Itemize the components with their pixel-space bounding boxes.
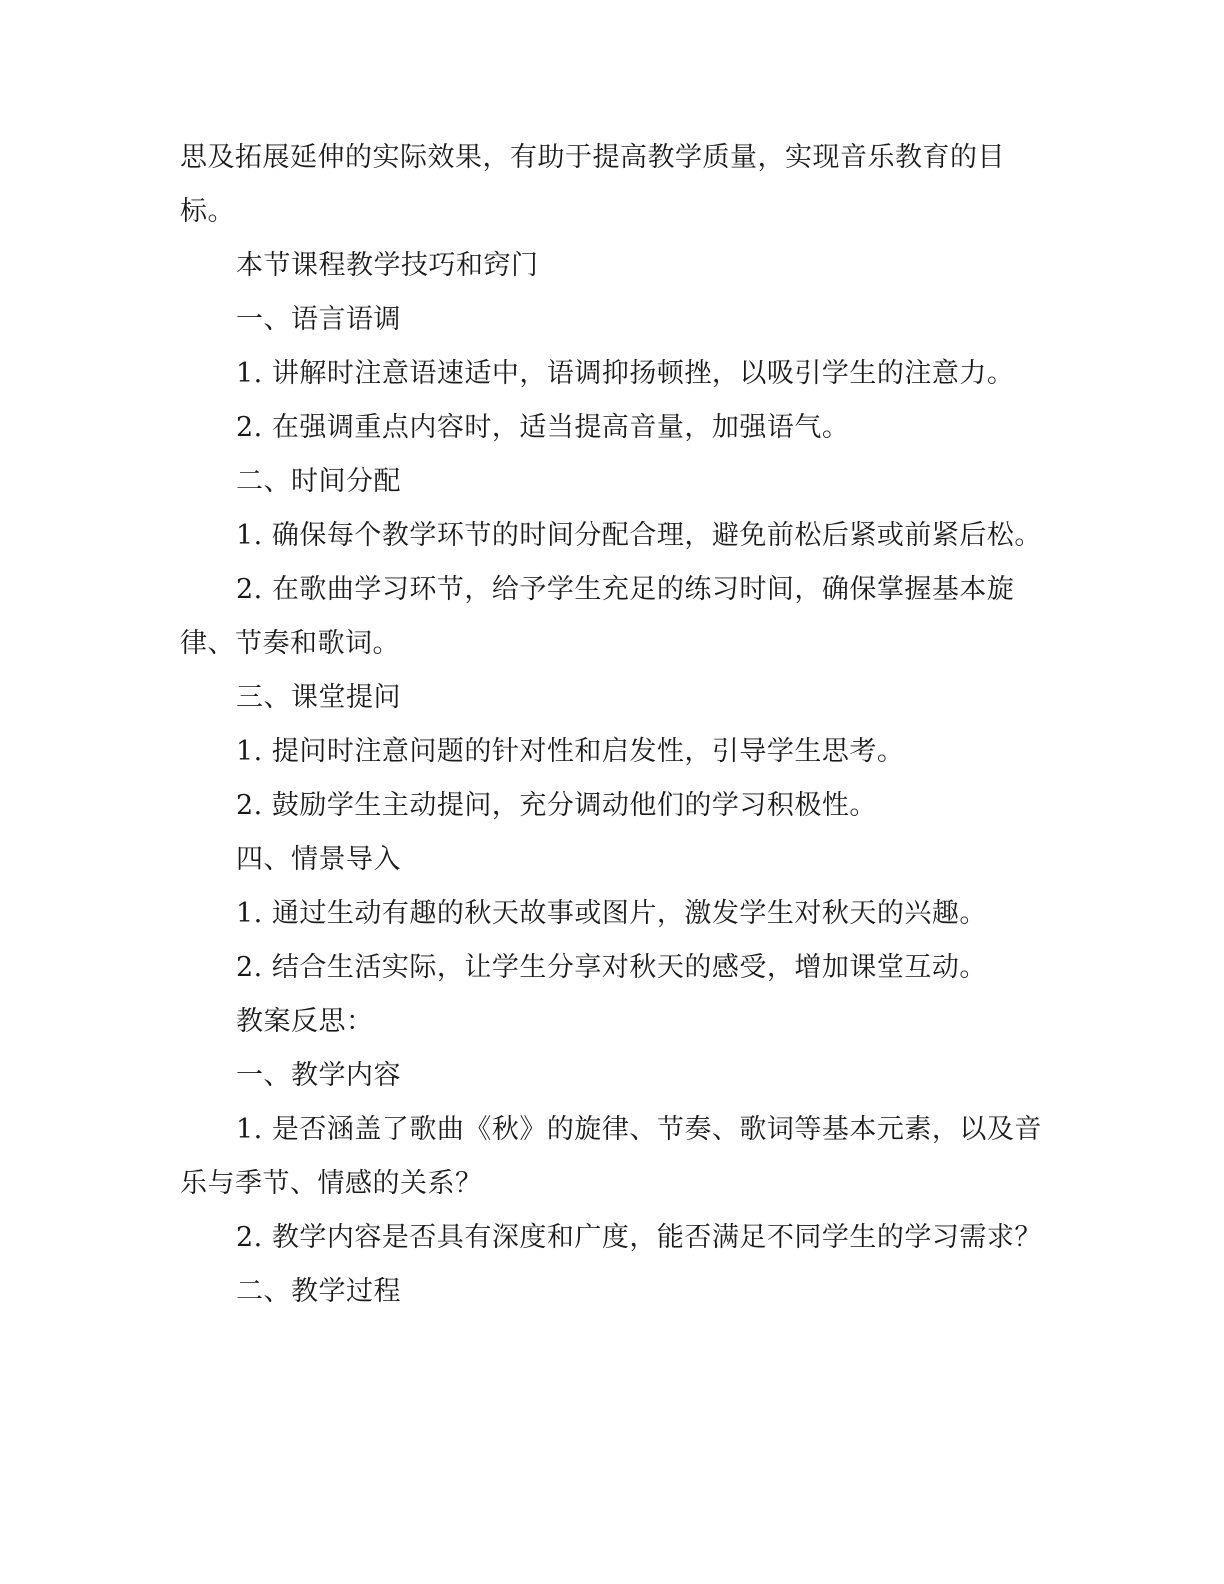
list-item: 1. 通过生动有趣的秋天故事或图片，激发学生对秋天的兴趣。 bbox=[236, 898, 987, 929]
list-item: 2. 在强调重点内容时，适当提高音量，加强语气。 bbox=[236, 412, 850, 443]
list-item: 1. 讲解时注意语速适中，语调抑扬顿挫，以吸引学生的注意力。 bbox=[236, 358, 1015, 389]
list-item: 1. 确保每个教学环节的时间分配合理，避免前松后紧或前紧后松。 bbox=[236, 520, 1042, 551]
list-item: 2. 教学内容是否具有深度和广度，能否满足不同学生的学习需求？ bbox=[236, 1222, 1042, 1253]
heading-scene-introduction: 四、情景导入 bbox=[236, 844, 401, 875]
heading-classroom-questions: 三、课堂提问 bbox=[236, 682, 401, 713]
section-title-teaching-tips: 本节课程教学技巧和窍门 bbox=[236, 250, 539, 281]
list-item: 1. 是否涵盖了歌曲《秋》的旋律、节奏、歌词等基本元素，以及音乐与季节、情感的关系？ bbox=[180, 1114, 1042, 1199]
list-item: 1. 提问时注意问题的针对性和启发性，引导学生思考。 bbox=[236, 736, 905, 767]
paragraph-continuation: 思及拓展延伸的实际效果，有助于提高教学质量，实现音乐教育的目标。 bbox=[180, 142, 1005, 227]
heading-teaching-process: 二、教学过程 bbox=[236, 1276, 401, 1307]
heading-time-allocation: 二、时间分配 bbox=[236, 466, 401, 497]
heading-language-tone: 一、语言语调 bbox=[236, 304, 401, 335]
list-item: 2. 结合生活实际，让学生分享对秋天的感受，增加课堂互动。 bbox=[236, 952, 987, 983]
section-title-reflection: 教案反思： bbox=[236, 1006, 374, 1037]
document-body bbox=[180, 131, 1050, 1319]
list-item: 2. 在歌曲学习环节，给予学生充足的练习时间，确保掌握基本旋律、节奏和歌词。 bbox=[180, 574, 1015, 659]
list-item: 2. 鼓励学生主动提问，充分调动他们的学习积极性。 bbox=[236, 790, 877, 821]
heading-teaching-content: 一、教学内容 bbox=[236, 1060, 401, 1091]
